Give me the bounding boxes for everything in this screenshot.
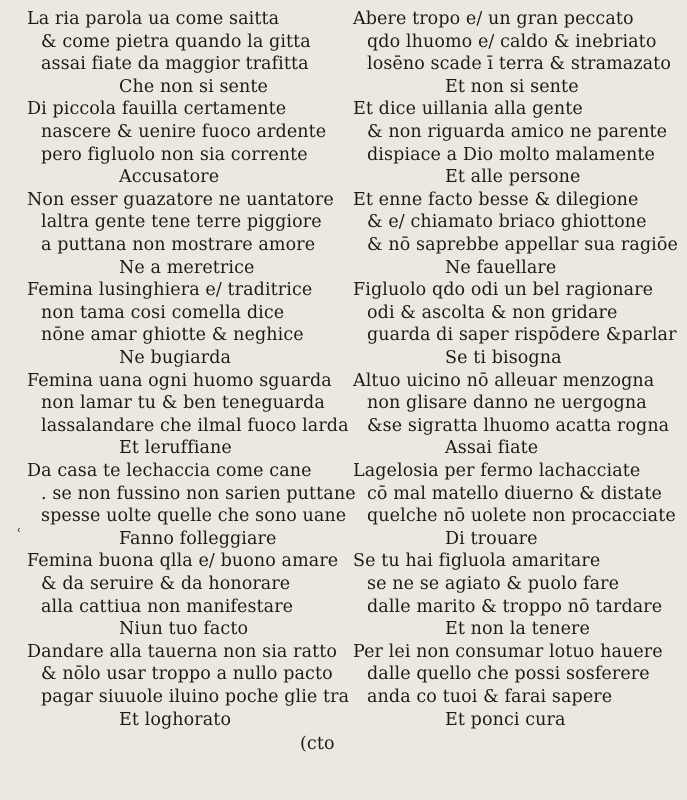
verse-line: Non esser guazatore ne uantatore: [27, 189, 334, 210]
verse-line: Femina buona qlla e/ buono amare: [27, 551, 339, 572]
verse-line: . se non fussino non sarien puttane: [41, 483, 356, 504]
verse-line: Abere tropo e/ un gran peccato: [353, 9, 634, 29]
verse-line: quelche nō uolete non procacciate: [367, 506, 676, 527]
verse-line: & nōlo usar troppo a nullo pacto: [41, 664, 333, 685]
verse-line: Et dice uillania alla gente: [353, 99, 583, 120]
verse-refrain: Et ponci cura: [445, 709, 566, 730]
verse-line: guarda di saper rispōdere &parlar: [367, 325, 677, 346]
turnover-syllable: (cto: [300, 734, 335, 754]
verse-line: lassalandare che ilmal fuoco larda: [41, 415, 349, 436]
verse-line: dispiace a Dio molto malamente: [367, 144, 655, 165]
verse-line: Da casa te lechaccia come cane: [27, 461, 312, 481]
verse-refrain: Et non la tenere: [445, 619, 590, 640]
verse-refrain: Se ti bisogna: [445, 348, 562, 368]
verse-line: non lamar tu & ben teneguarda: [41, 393, 325, 414]
verse-line: Di piccola fauilla certamente: [27, 99, 287, 120]
verse-line: Figluolo qdo odi un bel ragionare: [353, 280, 654, 301]
verse-line: dalle quello che possi sosferere: [367, 664, 650, 685]
verse-refrain: Che non si sente: [119, 76, 268, 97]
verse-line: Et enne facto besse & dilegione: [353, 189, 639, 210]
verse-line: se ne se agiato & puolo fare: [367, 574, 620, 594]
verse-line: pero figluolo non sia corrente: [41, 144, 308, 165]
verse-line: &se sigratta lhuomo acatta rogna: [367, 415, 670, 436]
verse-line: non glisare danno ne uergogna: [367, 393, 647, 414]
verse-line: Dandare alla tauerna non sia ratto: [27, 641, 338, 662]
verse-line: & da seruire & da honorare: [41, 574, 291, 594]
verse-line: odi & ascolta & non gridare: [367, 302, 618, 323]
verse-line: Femina lusinghiera e/ traditrice: [27, 280, 313, 301]
verse-refrain: Et loghorato: [119, 709, 232, 730]
verse-line: nascere & uenire fuoco ardente: [41, 122, 327, 142]
verse-refrain: Et non si sente: [445, 76, 579, 97]
verse-line: qdo lhuomo e/ caldo & inebriato: [367, 31, 657, 52]
verse-line: Lagelosia per fermo lachacciate: [353, 461, 641, 481]
verse-refrain: Di trouare: [445, 528, 538, 549]
verse-line: & e/ chiamato briaco ghiottone: [367, 212, 647, 233]
verse-line: losēno scade ī terra & stramazato: [367, 54, 671, 75]
verse-line: assai fiate da maggior trafitta: [41, 54, 309, 75]
verse-refrain: Ne bugiarda: [119, 348, 232, 368]
verse-refrain: Accusatore: [119, 167, 220, 188]
verse-line: non tama cosi comella dice: [41, 302, 285, 323]
verse-line: & non riguarda amico ne parente: [367, 122, 668, 142]
verse-line: alla cattiua non manifestare: [41, 596, 294, 617]
verse-line: Per lei non consumar lotuo hauere: [353, 641, 663, 662]
verse-refrain: Ne fauellare: [445, 257, 557, 278]
verse-refrain: Fanno folleggiare: [119, 528, 277, 549]
verse-line: Femina uana ogni huomo sguarda: [27, 370, 332, 391]
verse-refrain: Et alle persone: [445, 167, 581, 188]
verse-line: Altuo uicino nō alleuar menzogna: [353, 370, 655, 391]
verse-line: Se tu hai figluola amaritare: [353, 551, 601, 572]
verse-refrain: Ne a meretrice: [119, 257, 255, 278]
verse-line: La ria parola ua come saitta: [27, 9, 280, 29]
verse-line: cō mal matello diuerno & distate: [367, 483, 662, 504]
verse-line: spesse uolte quelle che sono uane: [41, 506, 347, 527]
margin-mark: ʿ: [17, 527, 22, 543]
verse-line: anda co tuoi & farai sapere: [367, 687, 613, 707]
verse-line: a puttana non mostrare amore: [41, 235, 316, 255]
verse-line: laltra gente tene terre piggiore: [41, 212, 322, 233]
verse-refrain: Niun tuo facto: [119, 619, 249, 640]
verse-line: & nō saprebbe appellar sua ragiōe: [367, 235, 678, 255]
verse-line: dalle marito & troppo nō tardare: [367, 596, 663, 617]
verse-line: & come pietra quando la gitta: [41, 31, 311, 52]
verse-refrain: Et leruffiane: [119, 438, 232, 459]
verse-refrain: Assai fiate: [445, 438, 539, 459]
verse-line: pagar siuuole iluino poche glie tra: [41, 687, 350, 707]
verse-line: nōne amar ghiotte & neghice: [41, 325, 304, 346]
